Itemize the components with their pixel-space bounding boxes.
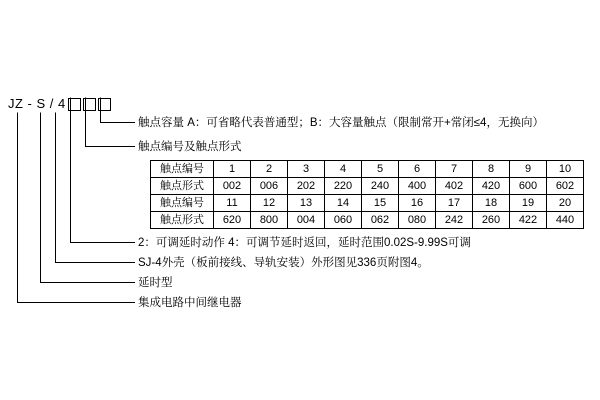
table-cell: 420 [473,178,510,195]
table-cell: 7 [436,161,473,178]
table-cell: 14 [325,195,362,212]
table-cell: 440 [547,212,584,229]
table-row [151,212,584,229]
table-cell: 12 [251,195,288,212]
table-cell: 006 [251,178,288,195]
table-cell: 600 [510,178,547,195]
table-row-header: 触点编号 [151,195,214,212]
table-cell: 10 [547,161,584,178]
table-row [151,178,584,195]
contact-table [150,160,584,229]
table-cell: 240 [362,178,399,195]
table-cell: 260 [473,212,510,229]
table-cell: 400 [399,178,436,195]
table-cell: 800 [251,212,288,229]
table-cell: 062 [362,212,399,229]
note-product-name: 集成电路中间继电器 [138,297,242,309]
table-cell: 18 [473,195,510,212]
table-row-header: 触点编号 [151,161,214,178]
table-cell: 15 [362,195,399,212]
table-cell: 6 [399,161,436,178]
table-cell: 5 [362,161,399,178]
table-row [151,161,584,178]
table-cell: 3 [288,161,325,178]
table-cell: 8 [473,161,510,178]
table-row-header: 触点形式 [151,212,214,229]
table-cell: 402 [436,178,473,195]
table-cell: 060 [325,212,362,229]
table-cell: 2 [251,161,288,178]
table-cell: 16 [399,195,436,212]
note-contact-number-form: 触点编号及触点形式 [138,141,242,153]
table-cell: 19 [510,195,547,212]
note-contact-capacity: 触点容量 A：可省略代表普通型；B：大容量触点（限制常开+常闭≤4，无换向） [138,117,544,129]
table-cell: 602 [547,178,584,195]
table-cell: 242 [436,212,473,229]
table-cell: 13 [288,195,325,212]
note-shell: SJ-4外壳（板前接线、导轨安装）外形图见336页附图4。 [138,257,429,269]
table-cell: 1 [214,161,251,178]
model-code-text: JZ - S / 4 [8,96,66,111]
table-cell: 9 [510,161,547,178]
table-cell: 20 [547,195,584,212]
note-delay-action: 2：可调延时动作 4：可调节延时返回，延时范围0.02S-9.99S可调 [138,237,471,249]
table-cell: 004 [288,212,325,229]
table-cell: 17 [436,195,473,212]
table-cell: 202 [288,178,325,195]
table-cell: 002 [214,178,251,195]
table-cell: 080 [399,212,436,229]
contact-table-wrap [150,160,584,229]
table-cell: 220 [325,178,362,195]
table-cell: 4 [325,161,362,178]
table-row [151,195,584,212]
table-cell: 620 [214,212,251,229]
note-delay-type: 延时型 [138,277,173,289]
table-cell: 11 [214,195,251,212]
table-cell: 422 [510,212,547,229]
table-row-header: 触点形式 [151,178,214,195]
